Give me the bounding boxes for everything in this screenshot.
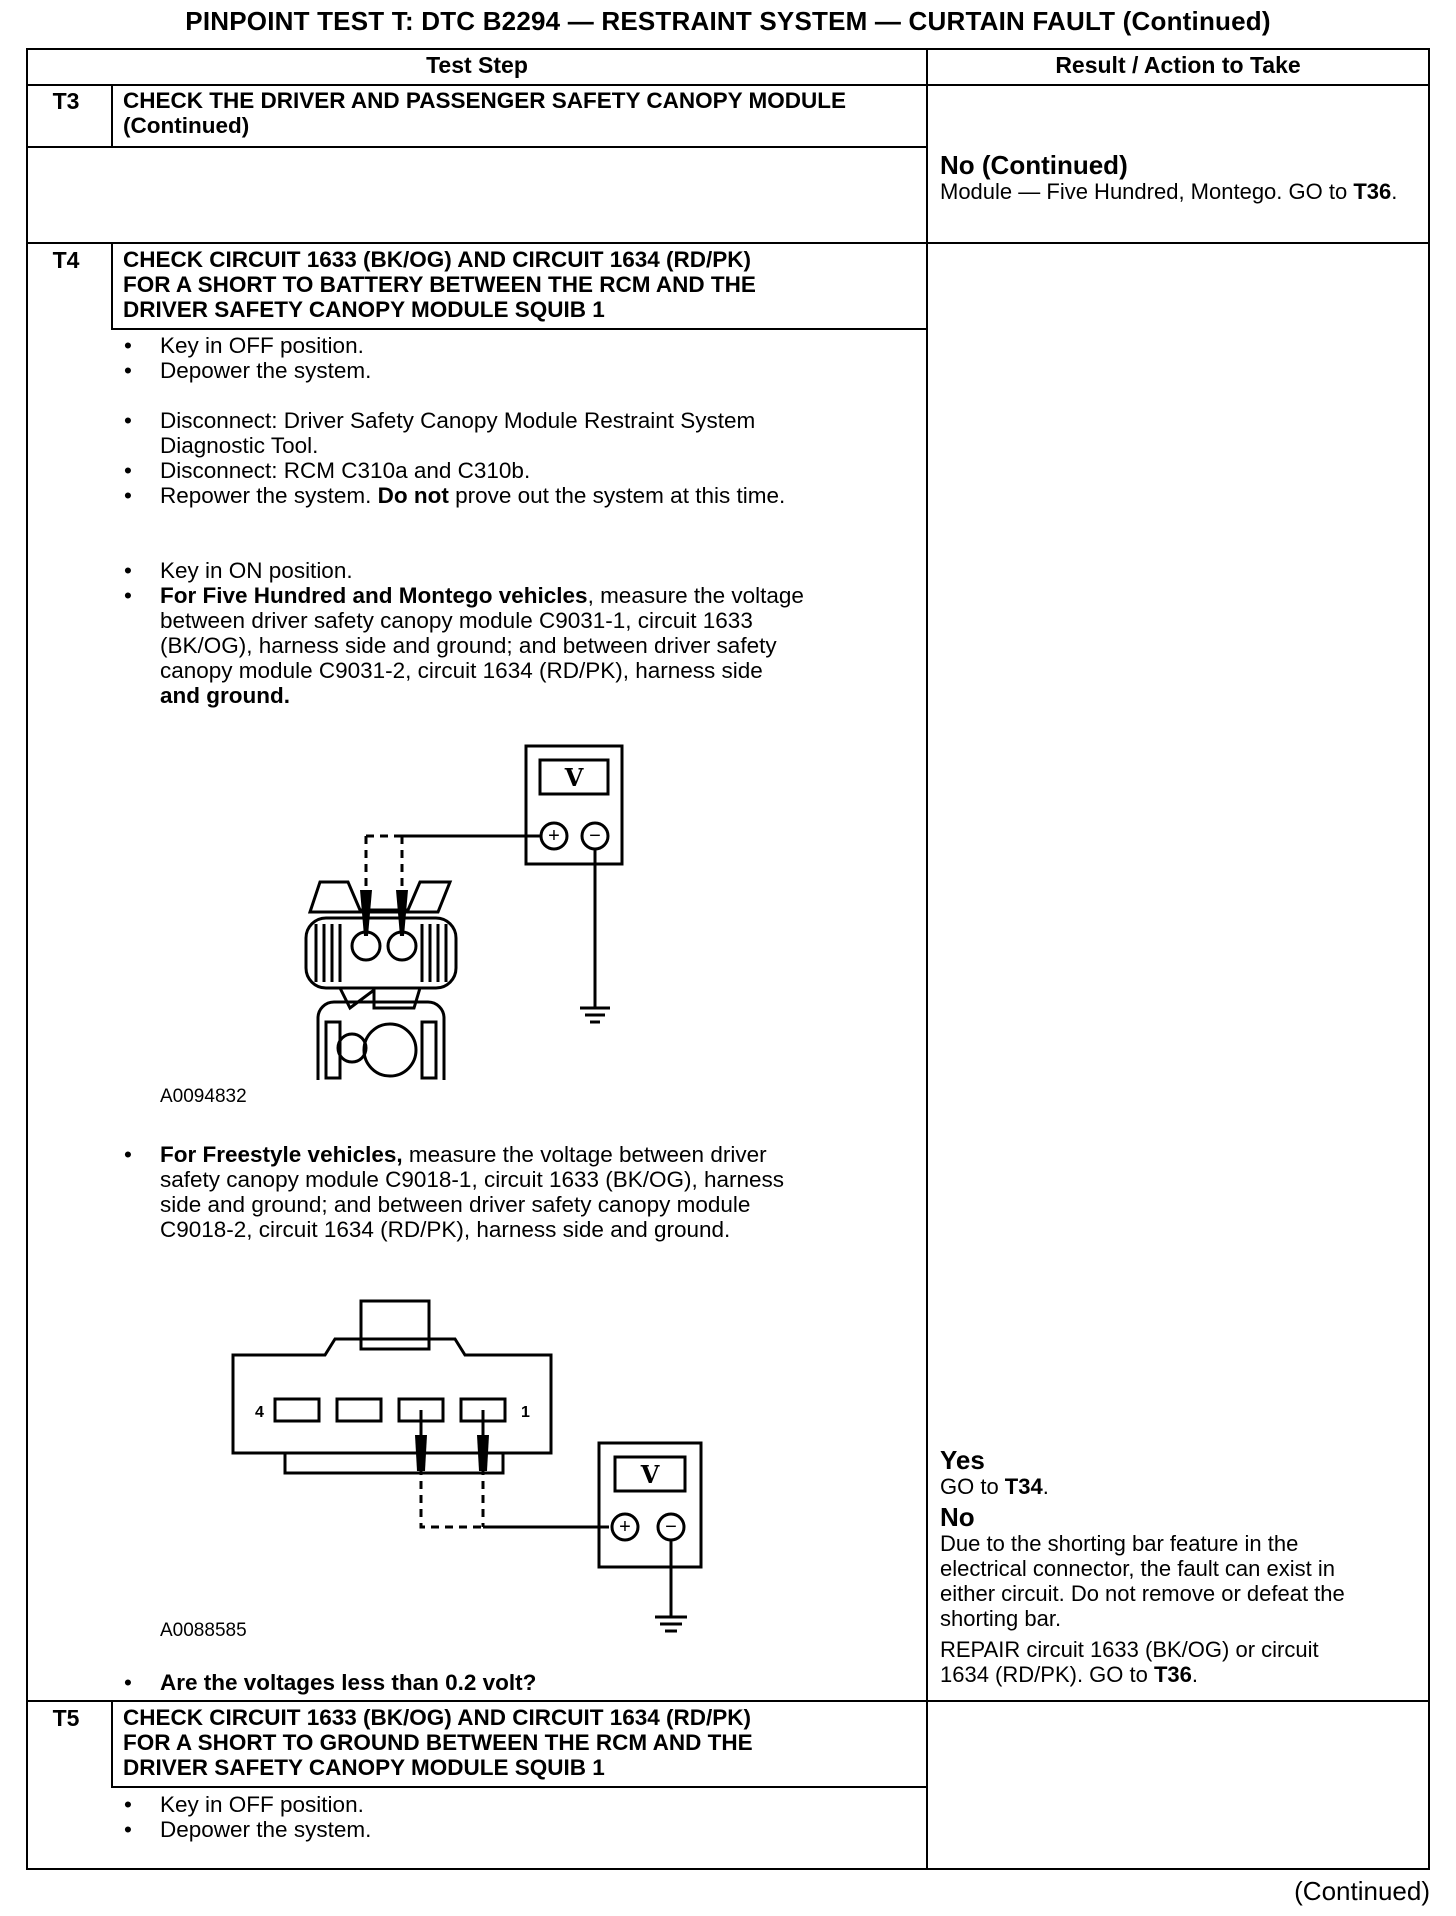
header-test-step: Test Step [426,52,528,78]
step-number-t4: T4 [52,247,80,273]
list-item: • For Freestyle vehicles, measure the voltage between driver safety canopy module C9018-1, circuit 1633 (BK/OG), harness side and ground; and between driver safety canopy module C9018-2, circuit 1634 (RD/PK), harness side and ground. [124,1142,785,1242]
pin-number-4: 4 [255,1404,264,1421]
goto-t34: T34 [1004,1474,1043,1499]
goto-t36: T36 [1153,1662,1192,1687]
question-item: • Are the voltages less than 0.2 volt? [124,1670,537,1695]
column-divider [926,48,928,1870]
step-title-t4: CHECK CIRCUIT 1633 (BK/OG) AND CIRCUIT 1634 (RD/PK) FOR A SHORT TO BATTERY BETWEEN THE RCM AND THE DRIVER SAFETY CANOPY MODULE SQUIB 1 [123,247,756,322]
step-number-t5: T5 [52,1705,80,1731]
step-title-t5: CHECK CIRCUIT 1633 (BK/OG) AND CIRCUIT 1634 (RD/PK) FOR A SHORT TO GROUND BETWEEN THE RCM AND THE DRIVER SAFETY CANOPY MODULE SQUIB 1 [123,1705,753,1780]
goto-t36: T36 [1353,179,1392,204]
header-result-action: Result / Action to Take [1055,52,1301,78]
continued-footer: (Continued) [1294,1876,1430,1906]
list-item: • Depower the system. [124,358,372,383]
figure-code: A0094832 [160,1086,247,1107]
list-item: • For Five Hundred and Montego vehicles, measure the voltage between driver safety canopy module C9031-1, circuit 1633 (BK/OG), harness side and ground; and between driver safety canopy module C9031-2, circuit 1634 (RD/PK), harness side and ground. [124,583,804,708]
list-item: • Key in OFF position. [124,333,364,358]
connector-housing [233,1339,551,1453]
svg-text:−: − [665,1516,677,1538]
result-yes: Yes [940,1445,985,1475]
svg-text:+: + [619,1516,631,1538]
result-t4: Yes GO to T34. No Due to the shorting bar feature in the electrical connector, the fault can exist in either circuit. Do not remove or defeat the shorting bar. REPAIR circuit 1633 (BK/OG) or circuit 1634 (RD/PK). GO to T36. [940,1445,1345,1687]
svg-text:+: + [548,825,560,847]
list-item: • Depower the system. [124,1817,372,1842]
list-item: • Key in ON position. [124,558,353,583]
page-title: PINPOINT TEST T: DTC B2294 — RESTRAINT SYSTEM — CURTAIN FAULT (Continued) [185,6,1271,36]
pin-number-1: 1 [521,1404,530,1421]
voltmeter-label: V [564,763,584,792]
step-title-t3: CHECK THE DRIVER AND PASSENGER SAFETY CANOPY MODULE (Continued) [123,88,846,138]
result-t3: No (Continued) Module — Five Hundred, Montego. GO to T36. [940,150,1398,204]
connector-latch [361,1301,429,1349]
list-item: • Repower the system. Do not prove out the system at this time. [124,483,786,508]
svg-text:−: − [589,825,601,847]
list-item: • Disconnect: Driver Safety Canopy Module Restraint System Diagnostic Tool. [124,408,756,458]
connector-diagram-c9018 [225,1295,715,1635]
list-item: • Disconnect: RCM C310a and C310b. [124,458,531,483]
result-no-continued: No (Continued) [940,150,1128,180]
list-item: • Key in OFF position. [124,1792,364,1817]
header-divider [26,84,1430,86]
figure-code: A0088585 [160,1620,247,1641]
connector-diagram-c9031 [290,740,650,1080]
result-no: No [940,1502,975,1532]
shorting-bar [285,1453,503,1473]
connector-housing [310,882,450,912]
voltmeter-label: V [640,1460,660,1489]
step-number-t3: T3 [52,88,80,114]
